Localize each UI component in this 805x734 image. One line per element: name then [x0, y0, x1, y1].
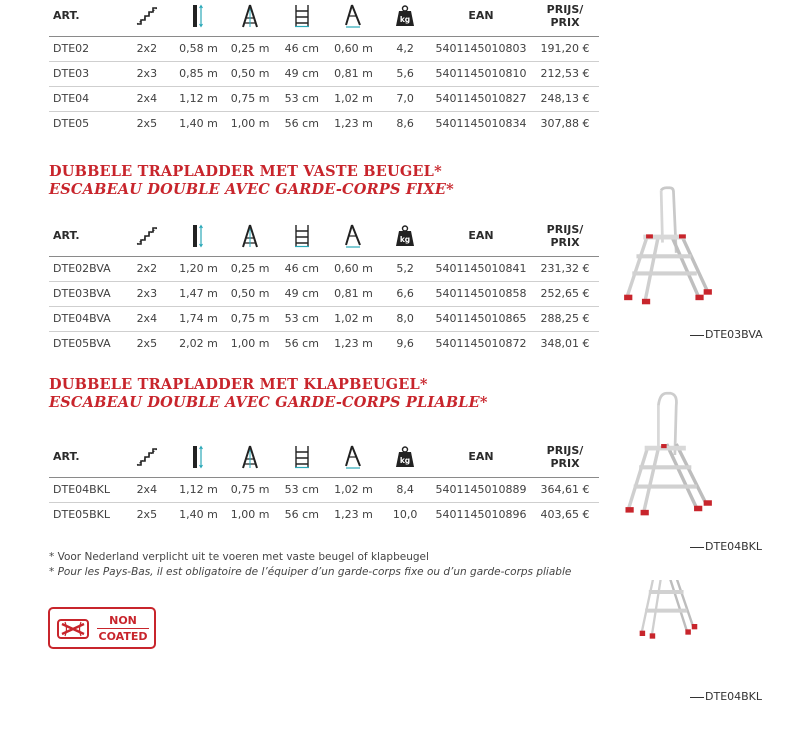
header-ean: EAN: [468, 229, 494, 243]
header-art: ART.: [53, 229, 80, 243]
section-title-fixed: [49, 163, 454, 199]
title-fr: ESCABEAU DOUBLE AVEC GARDE-CORPS FIXE*: [49, 181, 454, 198]
platform-height-icon: [240, 224, 260, 248]
table-row: DTE05BVA 2x5 2,02 m 1,00 m 56 cm 1,23 m 9,6 5401145010872 348,01 €: [53, 337, 590, 351]
badge-line1: NON: [109, 614, 137, 627]
width-icon: [292, 4, 312, 28]
working-height-icon: [190, 224, 206, 248]
badge-line2: COATED: [98, 630, 148, 643]
title-nl: DUBBELE TRAPLADDER MET KLAPBEUGEL*: [49, 376, 428, 393]
product-label-dte04bkl-2: DTE04BKL: [705, 690, 763, 703]
weight-icon: [395, 5, 415, 27]
header-price: PRIJS/ PRIX: [546, 443, 584, 470]
product-label-dte04bkl: DTE04BKL: [705, 540, 763, 553]
table-row: DTE02 2x2 0,58 m 0,25 m 46 cm 0,60 m 4,2 5401145010803 191,20 €: [49, 36, 599, 61]
title-nl: DUBBELE TRAPLADDER MET VASTE BEUGEL*: [49, 163, 442, 180]
label-leader-line: [690, 547, 704, 548]
table-row: DTE04BKL 2x4 1,12 m 0,75 m 53 cm 1,02 m 8,4 5401145010889 364,61 €: [49, 477, 599, 502]
weight-icon: [395, 446, 415, 468]
footnote-nl: * Voor Nederland verplicht uit te voeren met vaste beugel of klapbeugel: [49, 551, 429, 563]
working-height-icon: [190, 445, 206, 469]
header-ean: EAN: [468, 450, 494, 464]
table-row: DTE04 2x4 1,12 m 0,75 m 53 cm 1,02 m 7,0 5401145010827 248,13 €: [49, 86, 599, 111]
table-basic: [49, 0, 599, 136]
non-coated-badge: [48, 607, 156, 649]
depth-icon: [343, 224, 363, 248]
label-leader-line: [690, 335, 704, 336]
table-folding-guard: [49, 437, 599, 527]
non-coated-icon: [56, 618, 90, 640]
header-art: ART.: [53, 450, 80, 464]
steps-icon: [135, 447, 159, 467]
platform-height-icon: [240, 445, 260, 469]
depth-icon: [343, 4, 363, 28]
title-fr: ESCABEAU DOUBLE AVEC GARDE-CORPS PLIABLE*: [49, 394, 488, 411]
width-icon: [292, 224, 312, 248]
header-price: PRIJS/ PRIX: [546, 222, 584, 249]
table-row: DTE03 2x3 0,85 m 0,50 m 49 cm 0,81 m 5,6 5401145010810 212,53 €: [49, 61, 599, 86]
table-row: DTE05BKL 2x5 1,40 m 1,00 m 56 cm 1,23 m 10,0 5401145010896 403,65 €: [53, 508, 590, 522]
platform-height-icon: [240, 4, 260, 28]
section-title-folding: [49, 376, 488, 412]
table-fixed-guard: [49, 216, 599, 356]
footnote-fr: * Pour les Pays-Bas, il est obligatoire de l’équiper d’un garde-corps fixe ou d’un garde-corps pliable: [49, 566, 572, 578]
table-row: DTE03BVA 2x3 1,47 m 0,50 m 49 cm 0,81 m 6,6 5401145010858 252,65 €: [49, 281, 599, 306]
depth-icon: [343, 445, 363, 469]
header-price: PRIJS/ PRIX: [546, 2, 584, 29]
ladder-folding-guard-image: [620, 365, 716, 545]
table-row: DTE05 2x5 1,40 m 1,00 m 56 cm 1,23 m 8,6 5401145010834 307,88 €: [53, 117, 590, 131]
product-label-dte03bva: DTE03BVA: [705, 328, 763, 341]
label-leader-line: [690, 697, 704, 698]
ladder-fixed-guard-image: [620, 160, 716, 332]
steps-icon: [135, 226, 159, 246]
working-height-icon: [190, 4, 206, 28]
ladder-folded-guard-image: [620, 580, 716, 700]
weight-icon: [395, 225, 415, 247]
steps-icon: [135, 6, 159, 26]
header-art: ART.: [53, 9, 80, 23]
width-icon: [292, 445, 312, 469]
table-row: DTE02BVA 2x2 1,20 m 0,25 m 46 cm 0,60 m 5,2 5401145010841 231,32 €: [49, 256, 599, 281]
table-row: DTE04BVA 2x4 1,74 m 0,75 m 53 cm 1,02 m 8,0 5401145010865 288,25 €: [49, 306, 599, 331]
header-ean: EAN: [468, 9, 494, 23]
